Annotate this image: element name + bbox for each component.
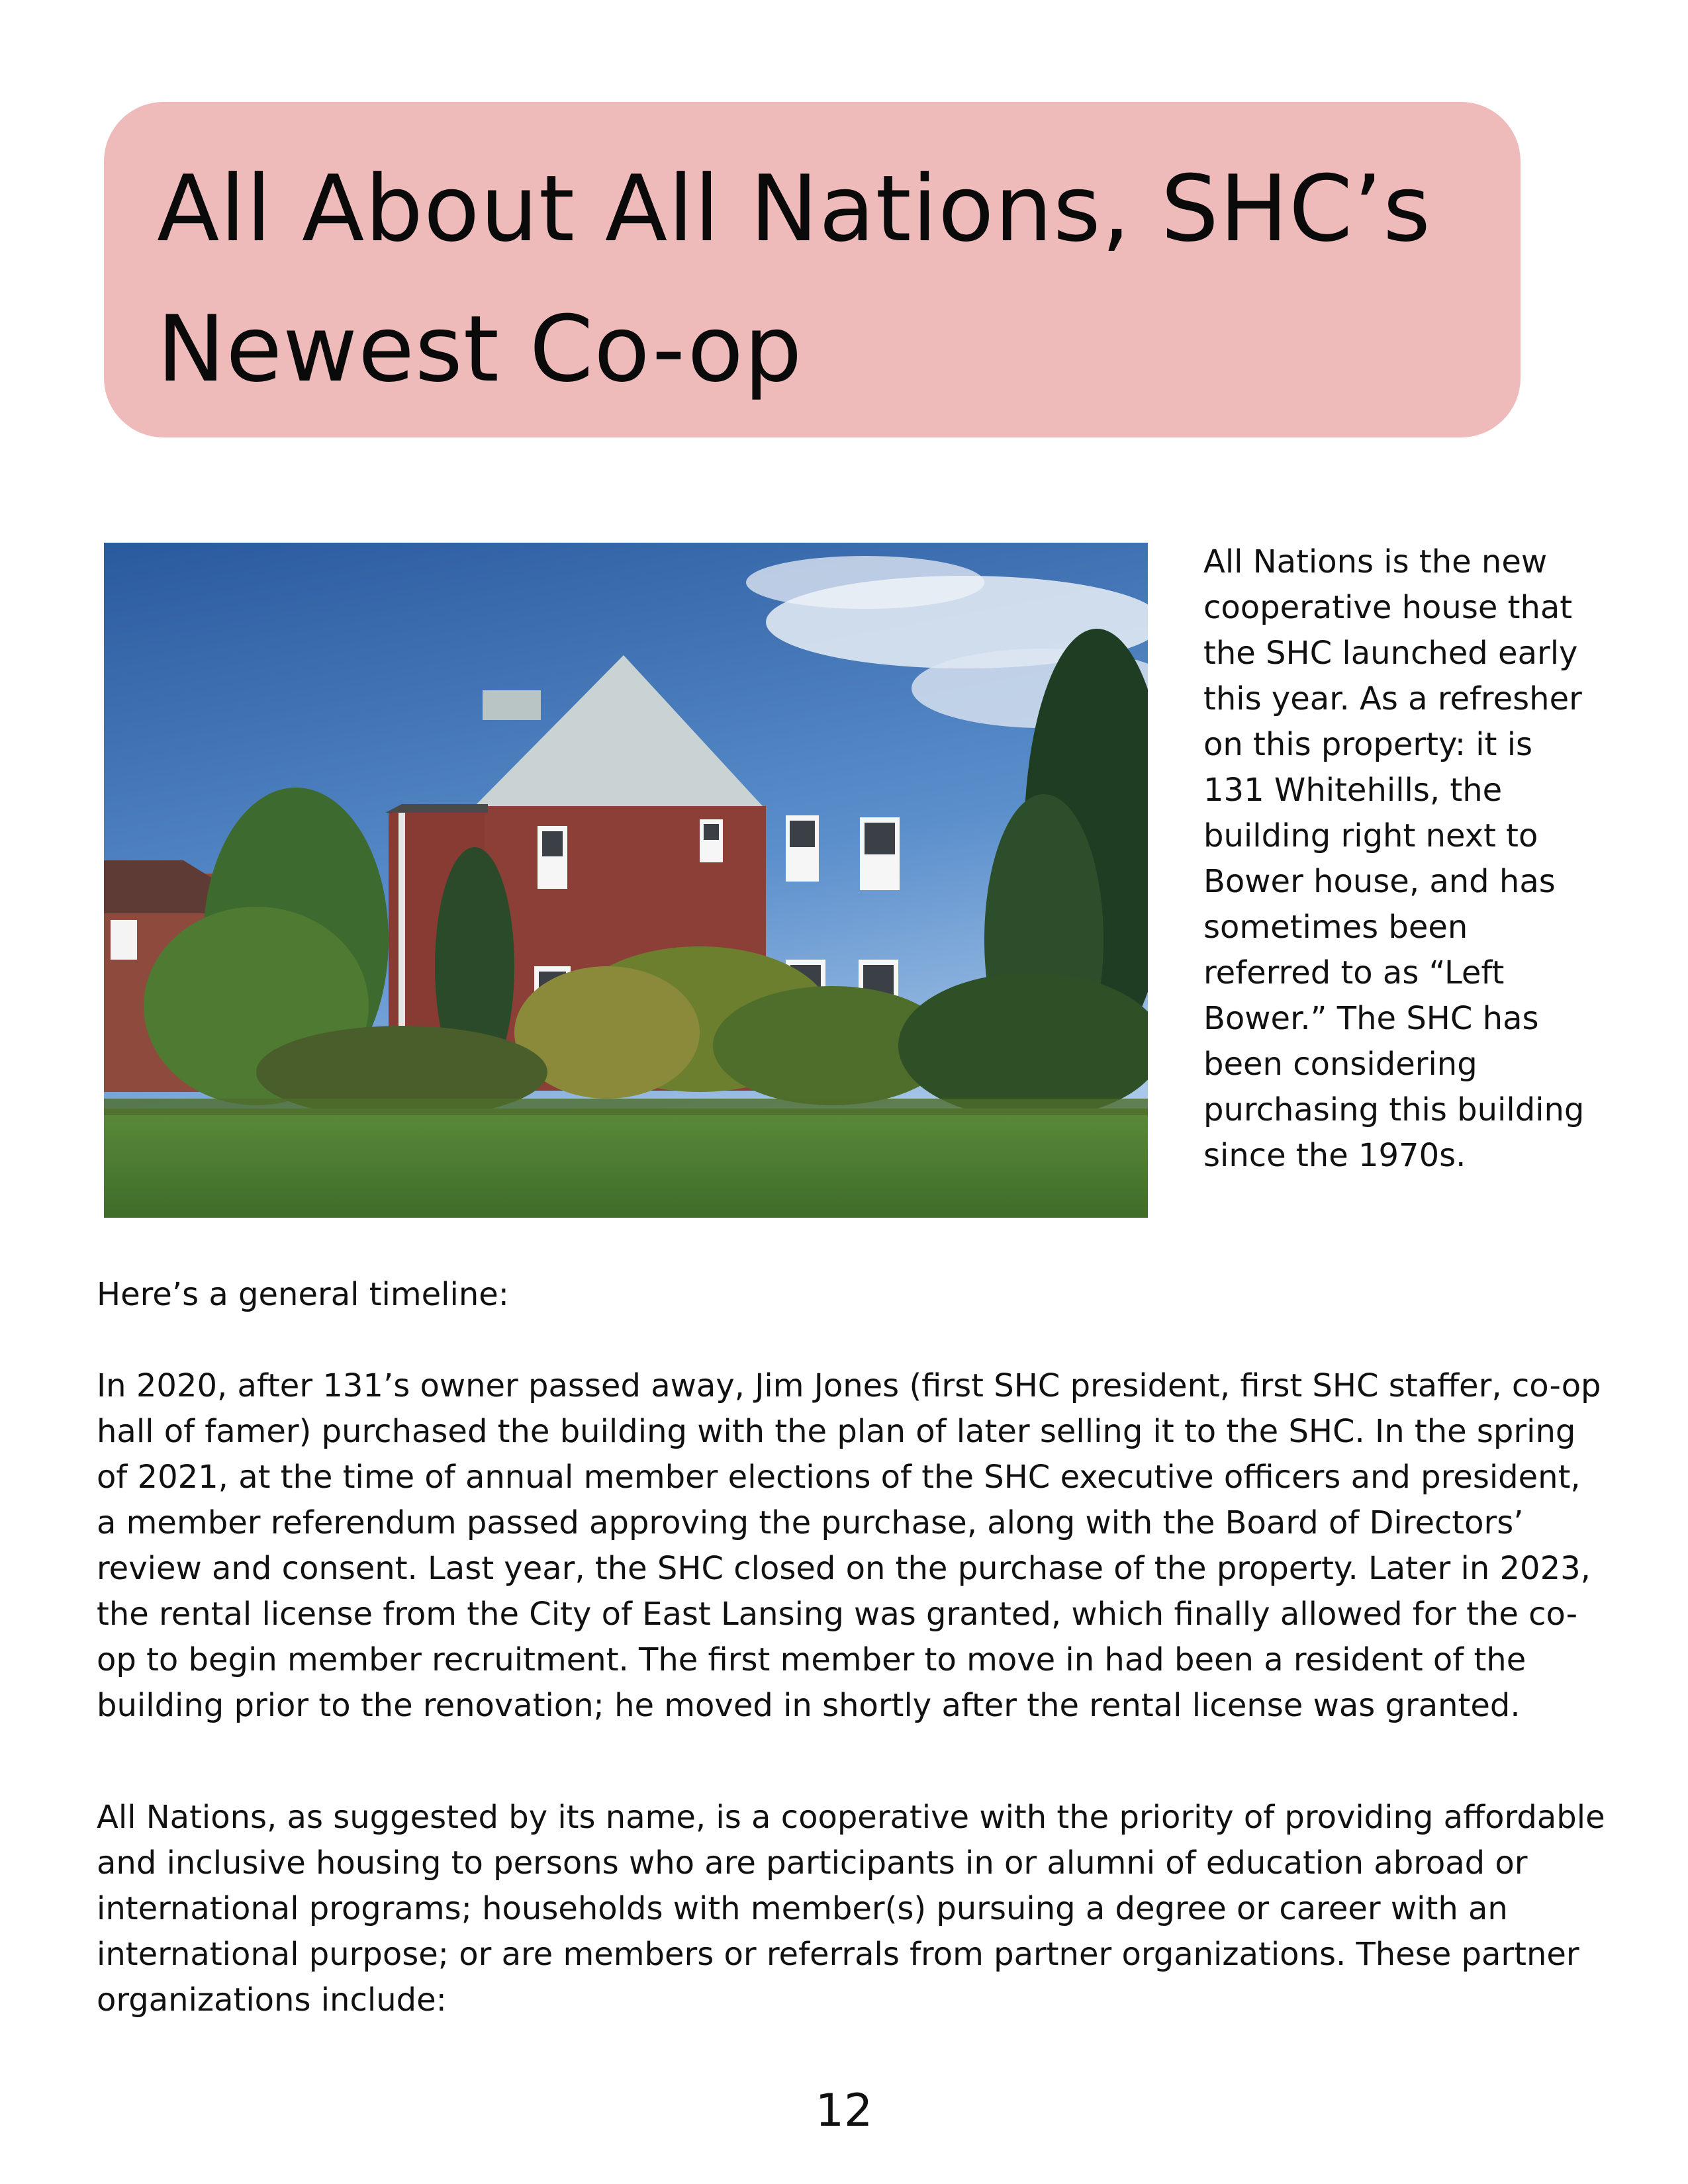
sidebar-paragraph: All Nations is the new cooperative house that the SHC launched early this year. As a refresher on this property: it is 131 Whitehills, the building right next to Bower house, and has sometimes been referred to as “Left Bower.” The SHC has been considering purchasing this building since the 1970s. [1203,543,1585,1174]
house-photo [104,543,1148,1218]
title-line-1: All About All Nations, SHC’s [157,156,1432,262]
page-number: 12 [815,2085,873,2137]
title-line-2: Newest Co-op [157,296,803,402]
timeline-intro: Here’s a general timeline: [97,1276,509,1313]
title-banner [104,102,1521,437]
mission-paragraph: All Nations, as suggested by its name, is a cooperative with the priority of providing affordable and inclusive housing to persons who are participants in or alumni of education abroad or international programs; households with member(s) pursuing a degree or career with an international purpose; or are members or referrals from partner organizations. These partner organizations include: [97,1799,1605,2019]
page-title [157,139,1521,420]
timeline-paragraph: In 2020, after 131’s owner passed away, Jim Jones (first SHC president, first SHC staffer, co-op hall of famer) purchased the building with the plan of later selling it to the SHC. In the spring of 2021, at the time of annual member elections of the SHC executive officers and president, a member referendum passed approving the purchase, along with the Board of Directors’ review and consent. Last year, the SHC closed on the purchase of the property. Later in 2023, the rental license from the City of East Lansing was granted, which finally allowed for the co-op to begin member recruitment. The first member to move in had been a resident of the building prior to the renovation; he moved in shortly after the rental license was granted. [97,1367,1601,1724]
